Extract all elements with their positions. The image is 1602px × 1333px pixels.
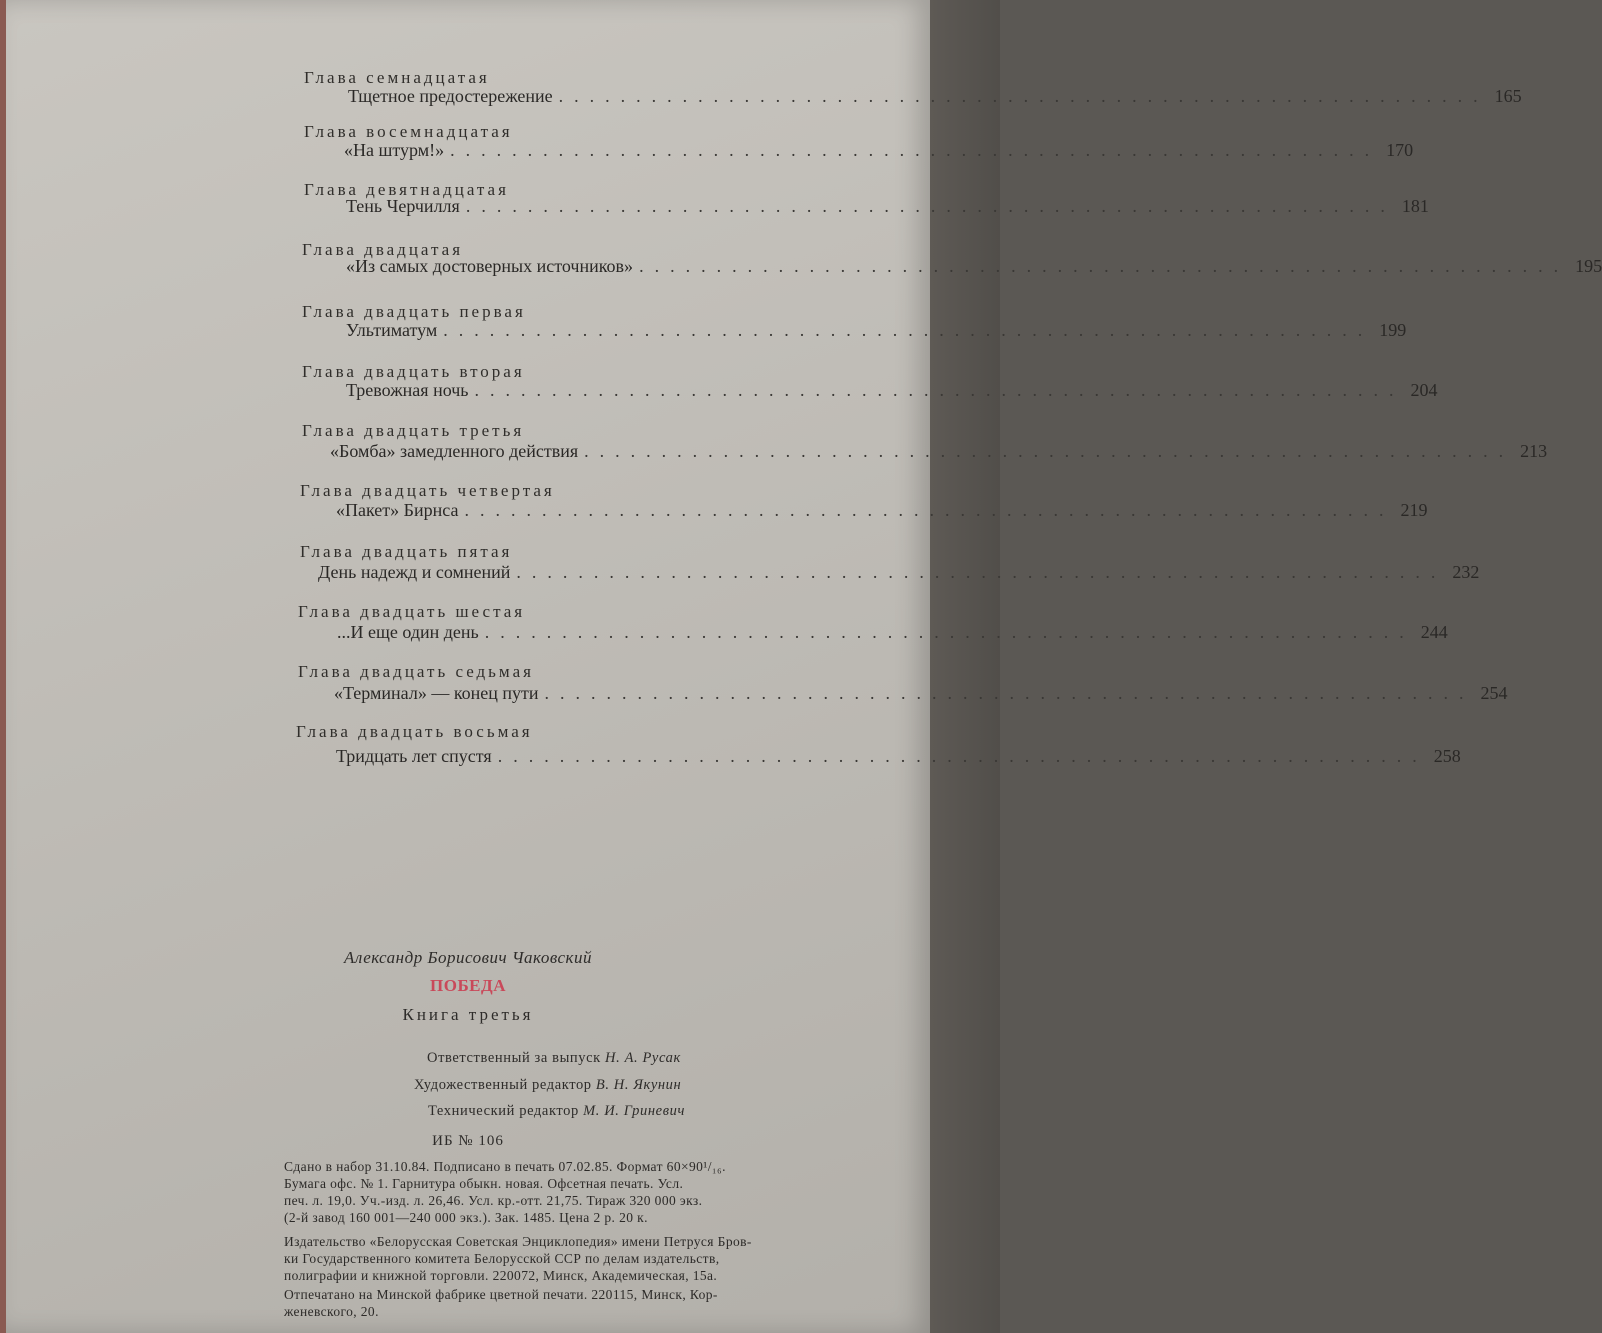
dot-leader: ............................................................	[584, 441, 1515, 461]
ib-number: ИБ № 106	[432, 1133, 504, 1149]
chapter-label: Глава двадцать седьмая	[298, 662, 534, 681]
page-number: 219	[1400, 500, 1428, 520]
toc-row	[346, 380, 1438, 401]
chapter-title: Тщетное предостережение	[348, 86, 553, 106]
chapter-title: День надежд и сомнений	[318, 562, 511, 582]
chapter-title: «Терминал» — конец пути	[334, 683, 539, 703]
toc-row	[330, 441, 1548, 462]
chapter-title: «На штурм!»	[344, 140, 445, 160]
toc-row	[337, 622, 1448, 643]
chapter-title: ...И еще один день	[337, 622, 479, 642]
page-number: 165	[1494, 86, 1522, 106]
chapter-title: Тень Черчилля	[346, 196, 460, 216]
publisher-info: Издательство «Белорусская Советская Энциклопедия» имени Петруся Бров- ки Государственного комитета Белорусской ССР по делам издательств, полиграфии и книжной торговли. 220072, Минск, Академическая, 15а.	[284, 1234, 752, 1283]
chapter-title: Тридцать лет спустя	[336, 746, 492, 766]
credit-role: Технический редактор	[428, 1103, 579, 1119]
credit-role: Художественный редактор	[414, 1077, 592, 1093]
toc-row	[346, 196, 1429, 217]
author-name: Александр Борисович Чаковский	[343, 948, 593, 967]
dot-leader: ............................................................	[497, 746, 1428, 766]
credit-line	[427, 1050, 681, 1067]
toc-row	[336, 500, 1428, 521]
dot-leader: ............................................................	[465, 196, 1396, 216]
chapter-label: Глава двадцать шестая	[298, 602, 526, 621]
page-number: 195	[1575, 256, 1602, 276]
page-number: 181	[1401, 196, 1429, 216]
chapter-label: Глава двадцать четвертая	[300, 481, 555, 500]
page-number: 204	[1410, 380, 1438, 400]
toc-row	[346, 320, 1407, 341]
chapter-label: Глава двадцать первая	[302, 302, 526, 321]
chapter-label: Глава семнадцатая	[304, 68, 490, 87]
book-subtitle: Книга третья	[402, 1005, 534, 1024]
page-number: 244	[1420, 622, 1448, 642]
dot-leader: ............................................................	[544, 683, 1475, 703]
credit-name: Н. А. Русак	[605, 1050, 681, 1066]
page-number: 199	[1379, 320, 1407, 340]
toc-row	[318, 562, 1480, 583]
toc-row	[336, 746, 1461, 767]
chapter-title: «Бомба» замедленного действия	[330, 441, 579, 461]
dot-leader: ............................................................	[639, 256, 1570, 276]
dot-leader: ............................................................	[516, 562, 1447, 582]
chapter-label: Глава двадцатая	[302, 240, 464, 259]
toc-row	[344, 140, 1414, 161]
dot-leader: ............................................................	[484, 622, 1415, 642]
chapter-title: «Пакет» Бирнса	[336, 500, 459, 520]
page-number: 213	[1520, 441, 1548, 461]
book-title: ПОБЕДА	[430, 976, 506, 995]
dot-leader: ............................................................	[558, 86, 1489, 106]
dot-leader: ............................................................	[450, 140, 1381, 160]
chapter-label: Глава восемнадцатая	[304, 122, 513, 141]
toc-row	[346, 256, 1602, 277]
credit-name: М. И. Гриневич	[583, 1103, 685, 1119]
dot-leader: ............................................................	[474, 380, 1405, 400]
chapter-label: Глава двадцать восьмая	[296, 722, 533, 741]
page-number: 258	[1433, 746, 1461, 766]
credit-line	[414, 1077, 681, 1094]
chapter-title: Тревожная ночь	[346, 380, 469, 400]
chapter-title: «Из самых достоверных источников»	[346, 256, 634, 276]
chapter-label: Глава двадцать третья	[302, 421, 525, 440]
chapter-label: Глава двадцать пятая	[300, 542, 513, 561]
print-details: Сдано в набор 31.10.84. Подписано в печать 07.02.85. Формат 60×90¹/₁₆. Бумага офс. № 1. Гарнитура обыкн. новая. Офсетная печать. Усл. печ. л. 19,0. Уч.-изд. л. 26,46. Усл. кр.-отт. 21,75. Тираж 320 000 экз. (2-й завод 160 001—240 000 экз.). Зак. 1485. Цена 2 р. 20 к.	[284, 1159, 726, 1225]
page-number: 254	[1480, 683, 1508, 703]
page-number: 232	[1452, 562, 1480, 582]
toc-row	[334, 683, 1508, 704]
credit-role: Ответственный за выпуск	[427, 1050, 601, 1066]
page-number: 170	[1386, 140, 1414, 160]
dot-leader: ............................................................	[443, 320, 1374, 340]
book-page	[6, 0, 1602, 1333]
toc-row	[348, 86, 1522, 107]
credit-line	[428, 1103, 685, 1120]
chapter-label: Глава девятнадцатая	[304, 180, 509, 199]
chapter-title: Ультиматум	[346, 320, 438, 340]
credit-name: В. Н. Якунин	[595, 1077, 682, 1093]
dot-leader: ............................................................	[464, 500, 1395, 520]
chapter-label: Глава двадцать вторая	[302, 362, 525, 381]
printer-info: Отпечатано на Минской фабрике цветной печати. 220115, Минск, Кор- женевского, 20.	[284, 1287, 718, 1319]
